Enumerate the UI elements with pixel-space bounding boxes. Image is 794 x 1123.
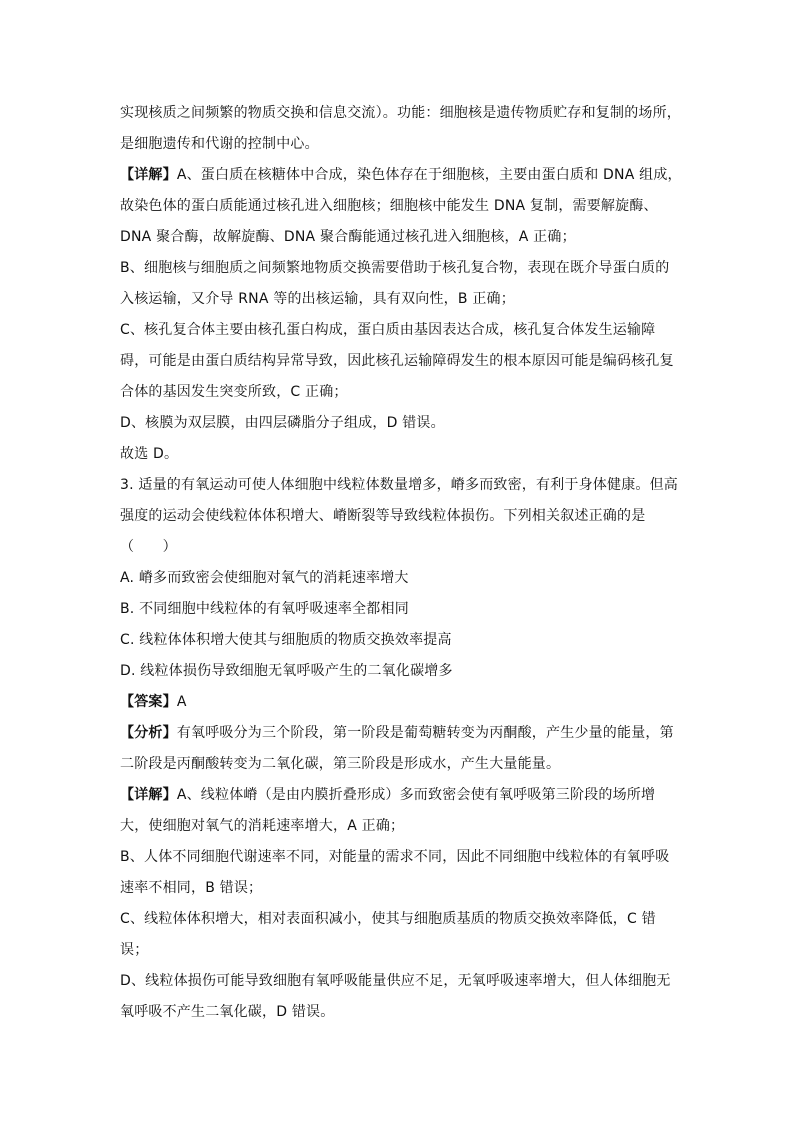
text-line: C、线粒体体积增大，相对表面积减小，使其与细胞质基质的物质交换效率降低，C 错 [120,911,656,927]
text-span: A、蛋白质在核糖体中合成，染色体存在于细胞核，主要由蛋白质和 DNA 组成， [176,167,682,183]
text-line: 实现核质之间频繁的物质交换和信息交流）。功能：细胞核是遗传物质贮存和复制的场所， [120,105,681,121]
text-line: 故染色体的蛋白质能通过核孔进入细胞核；细胞核中能发生 DNA 复制，需要解旋酶、 [120,198,658,214]
text-line: 合体的基因发生突变所致，C 正确； [120,384,348,400]
text-line: B、人体不同细胞代谢速率不同，对能量的需求不同，因此不同细胞中线粒体的有氧呼吸 [120,849,670,865]
text-line: 二阶段是丙酮酸转变为二氧化碳，第三阶段是形成水，产生大量能量。 [120,756,561,772]
text-line: 速率不相同，B 错误； [120,880,263,896]
text-line: 大，使细胞对氧气的消耗速率增大，A 正确； [120,818,405,834]
question-line: 3. 适量的有氧运动可使人体细胞中线粒体数量增多，嵴多而致密，有利于身体健康。但高 [120,477,679,493]
option-b: B. 不同细胞中线粒体的有氧呼吸速率全都相同 [120,601,409,617]
answer-value: A [176,694,187,710]
text-line: B、细胞核与细胞质之间频繁地物质交换需要借助于核孔复合物，表现在既介导蛋白质的 [120,260,670,276]
detail-line [120,780,680,811]
answer-line [120,687,680,718]
text-line: 氧呼吸不产生二氧化碳，D 错误。 [120,1004,335,1020]
answer-blank: （ ） [120,539,177,555]
text-span: 有氧呼吸分为三个阶段，第一阶段是葡萄糖转变为丙酮酸，产生少量的能量，第 [176,725,674,741]
question-line: 强度的运动会使线粒体体积增大、嵴断裂等导致线粒体损伤。下列相关叙述正确的是 [120,508,646,524]
text-line: 入核运输，又介导 RNA 等的出核运输，具有双向性，B 正确； [120,291,515,307]
detail-tag: 【详解】 [120,167,177,183]
text-line: 是细胞遗传和代谢的控制中心。 [120,136,319,152]
answer-tag: 【答案】 [120,694,177,710]
detail-line [120,160,680,191]
analysis-line [120,718,680,749]
text-line: C、核孔复合体主要由核孔蛋白构成，蛋白质由基因表达合成，核孔复合体发生运输障 [120,322,656,338]
text-line: 故选 D。 [120,446,179,462]
option-c: C. 线粒体体积增大使其与细胞质的物质交换效率提高 [120,632,452,648]
option-d: D. 线粒体损伤导致细胞无氧呼吸产生的二氧化碳增多 [120,663,453,679]
text-line: D、线粒体损伤可能导致细胞有氧呼吸能量供应不足，无氧呼吸速率增大，但人体细胞无 [120,973,671,989]
document-content [120,98,680,1028]
analysis-tag: 【分析】 [120,725,177,741]
text-line: D、核膜为双层膜，由四层磷脂分子组成，D 错误。 [120,415,445,431]
option-a: A. 嵴多而致密会使细胞对氧气的消耗速率增大 [120,570,409,586]
text-span: A、线粒体嵴（是由内膜折叠形成）多而致密会使有氧呼吸第三阶段的场所增 [176,787,656,803]
text-line: DNA 聚合酶，故解旋酶、DNA 聚合酶能通过核孔进入细胞核，A 正确； [120,229,576,245]
text-line: 碍，可能是由蛋白质结构异常导致，因此核孔运输障碍发生的根本原因可能是编码核孔复 [120,353,674,369]
detail-tag: 【详解】 [120,787,177,803]
text-line: 误； [120,942,149,958]
